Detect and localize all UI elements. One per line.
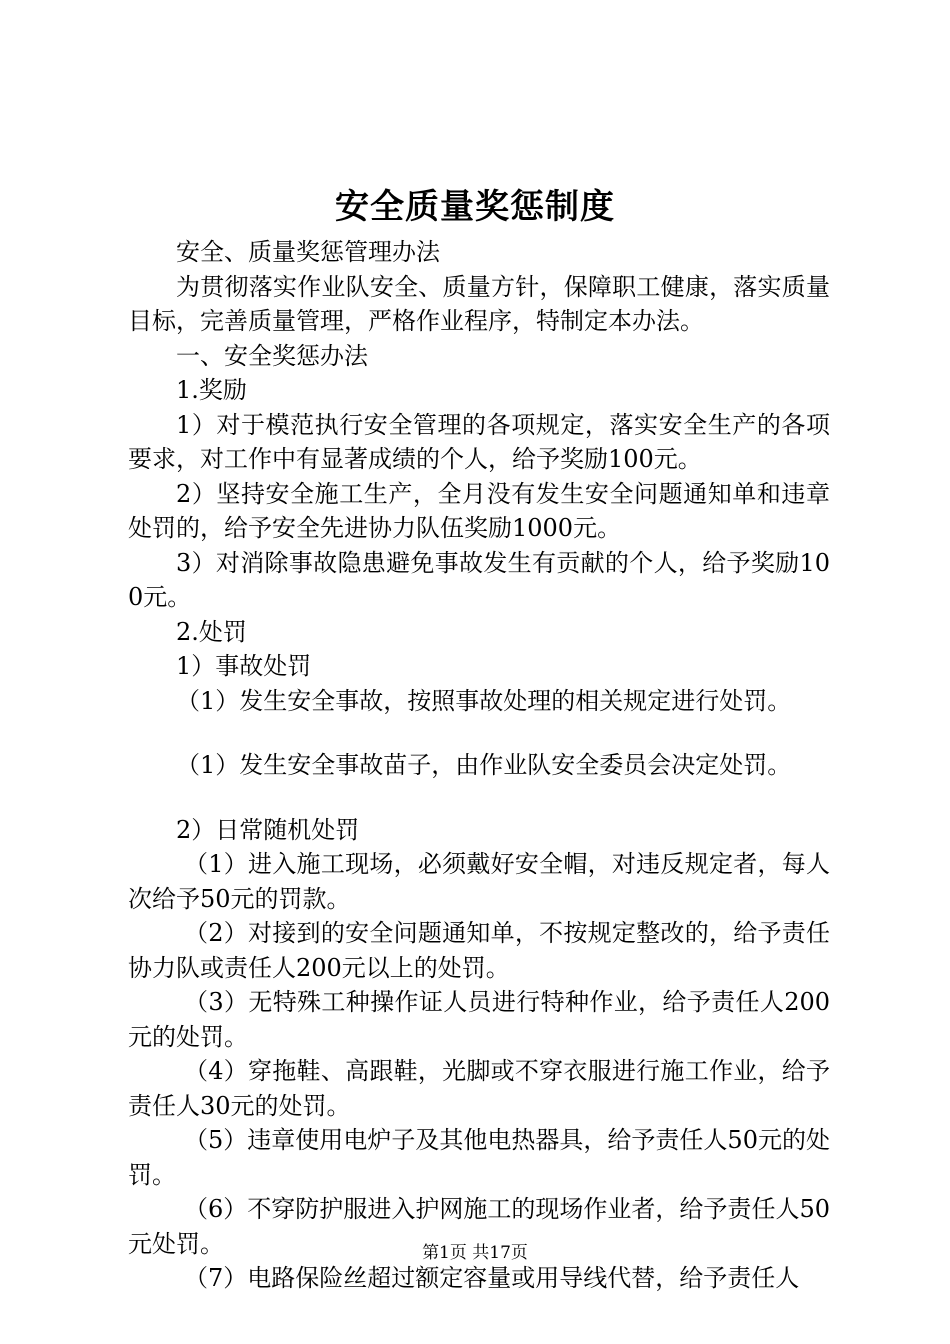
paragraph-daily-6: （6）不穿防护服进入护网施工的现场作业者，给予责任人50元处罚。 (128, 1195, 830, 1258)
subheading-daily-penalty: 2）日常随机处罚 (176, 815, 360, 844)
paragraph-accident-1: （1）发生安全事故，按照事故处理的相关规定进行处罚。 (176, 686, 792, 715)
paragraph-daily-2: （2）对接到的安全问题通知单，不按规定整改的，给予责任协力队或责任人200元以上的处罚。 (128, 919, 830, 982)
spacer (128, 718, 830, 748)
paragraph-daily-5: （5）违章使用电炉子及其他电热器具，给予责任人50元的处罚。 (128, 1126, 830, 1189)
paragraph-subtitle: 安全、质量奖惩管理办法 (176, 238, 440, 266)
paragraph-daily-7: （7）电路保险丝超过额定容量或用导线代替，给予责任人 (184, 1264, 800, 1292)
spacer (128, 783, 830, 813)
paragraph-reward-3: 3）对消除事故隐患避免事故发生有贡献的个人，给予奖励100元。 (128, 548, 830, 611)
paragraph-daily-1: （1）进入施工现场，必须戴好安全帽，对违反规定者，每人次给予50元的罚款。 (128, 850, 830, 913)
paragraph-daily-3: （3）无特殊工种操作证人员进行特种作业，给予责任人200元的处罚。 (128, 988, 830, 1051)
section-heading-safety: 一、安全奖惩办法 (176, 341, 368, 370)
subheading-reward: 1.奖励 (176, 376, 247, 404)
paragraph-reward-2: 2）坚持安全施工生产，全月没有发生安全问题通知单和违章处罚的，给予安全先进协力队伍奖励1000元。 (128, 479, 830, 542)
paragraph-daily-4: （4）穿拖鞋、高跟鞋，光脚或不穿衣服进行施工作业，给予责任人30元的处罚。 (128, 1057, 830, 1120)
paragraph-intro: 为贯彻落实作业队安全、质量方针，保障职工健康，落实质量目标，完善质量管理，严格作业程序，特制定本办法。 (128, 272, 830, 335)
document-title: 安全质量奖惩制度 (335, 187, 615, 227)
subheading-accident-penalty: 1）事故处罚 (176, 652, 312, 680)
page-number-footer: 第1页 共17页 (422, 1243, 528, 1263)
paragraph-reward-1: 1）对于模范执行安全管理的各项规定，落实安全生产的各项要求，对工作中有显著成绩的个人，给予奖励100元。 (128, 410, 830, 473)
subheading-penalty: 2.处罚 (176, 617, 247, 646)
document-body (128, 235, 830, 1296)
paragraph-accident-2: （1）发生安全事故苗子，由作业队安全委员会决定处罚。 (176, 751, 792, 779)
